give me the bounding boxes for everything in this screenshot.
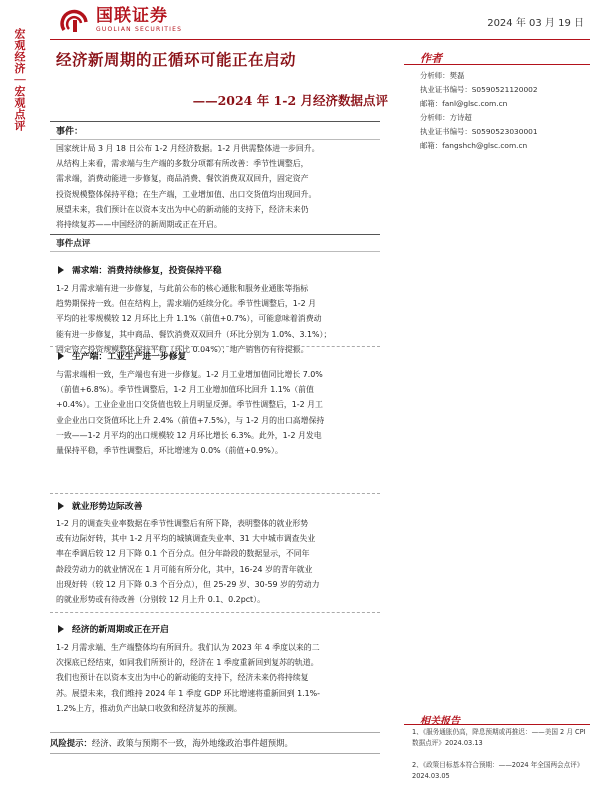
logo-mark-icon xyxy=(60,6,90,34)
analyst-name: 分析师：方诗超 xyxy=(420,113,472,122)
section-divider xyxy=(50,346,380,347)
section-line: 的就业形势或有待改善（分别较 12 月上升 0.1、0.2pct）。 xyxy=(56,595,265,605)
section-line: 量保持平稳，季节性调整后，环比增速为 0.0%（前值+0.9%）。 xyxy=(56,446,283,456)
logo-chinese-name: 国联证券 xyxy=(96,5,168,26)
section-line: 业企业出口交货值环比上升 2.4%（前值+7.5%），与 1-2 月的出口高增保持 xyxy=(56,415,325,425)
event-line: 国家统计局 3 月 18 日公布 1-2 月经济数据。1-2 月供需整体进一步回升。 xyxy=(56,144,320,153)
related-reports-divider xyxy=(404,724,590,725)
section-outlook-heading xyxy=(58,622,169,635)
section-divider xyxy=(50,612,380,613)
section-line: （前值+6.8%）。季节性调整后，1-2 月工业增加值环比回升 1.1%（前值 xyxy=(56,385,314,395)
related-report-item[interactable]: 2、《政策目标基本符合预期：——2024 年全国两会点评》2024.03.05 xyxy=(412,761,584,780)
event-heading: 事件： xyxy=(50,121,380,140)
report-header xyxy=(50,0,590,40)
section-line: 出现好转（较 12 月下降 0.3 个百分点），但 25-29 岁、30-59 岁的劳动力 xyxy=(56,579,320,589)
section-line: 1.2%上方，推动负产出缺口收敛和经济复苏的预测。 xyxy=(56,703,242,713)
section-production-title: 生产端：工业生产进一步修复 xyxy=(72,352,187,362)
arrow-right-icon xyxy=(58,352,64,360)
section-demand-title: 需求端：消费持续修复，投资保持平稳 xyxy=(72,266,222,276)
company-logo xyxy=(60,4,182,36)
arrow-right-icon xyxy=(58,502,64,510)
event-paragraph xyxy=(56,141,378,232)
analyst-license: 执业证书编号：S0590521120002 xyxy=(420,85,538,94)
section-line: 1-2 月的调查失业率数据在季节性调整后有所下降，表明整体的就业形势 xyxy=(56,519,309,528)
category-vertical-label: 宏观经济｜宏观点评 xyxy=(13,28,26,132)
risk-warning xyxy=(50,732,380,754)
event-line: 展望未来，我们预计在以资本支出为中心的新动能的支持下，经济未来仍 xyxy=(56,204,309,214)
risk-text: 经济、政策与预期不一致，海外地缘政治事件超预期。 xyxy=(91,738,293,748)
section-line: 平均的社零规模较 12 月环比上升 1.1%（前值+0.7%），可能意味着消费动 xyxy=(56,314,322,324)
section-employment-heading xyxy=(58,499,142,512)
arrow-right-icon xyxy=(58,266,64,274)
section-line: 固定资产投资规模整体保持平稳（环比 0.04%）；地产销售仍有待提振。 xyxy=(56,344,309,354)
section-line: 能有进一步修复，其中商品、餐饮消费双双回升（环比分别为 1.0%、3.1%）； xyxy=(56,329,332,339)
section-line: 趋势期保持一致。但在结构上，需求端仍延续分化。季节性调整后，1-2 月 xyxy=(56,299,317,309)
section-line: 与需求端相一致，生产端也有进一步修复。1-2 月工业增加值同比增长 7.0% xyxy=(56,370,323,379)
authors-title: 作者 xyxy=(420,52,442,65)
event-line: 将持续复苏——中国经济的新周期或正在开启。 xyxy=(56,220,222,230)
section-employment-paragraph xyxy=(56,516,378,607)
section-line: 或有边际好转，其中 1-2 月平均的城镇调查失业率、31 大中城市调查失业 xyxy=(56,534,316,544)
commentary-heading: 事件点评 xyxy=(50,234,380,252)
section-line: 率在季调后较 12 月下降 0.1 个百分点。但分年龄段的数据显示，不同年 xyxy=(56,549,310,559)
event-line: 需求端，消费动能进一步修复，商品消费、餐饮消费双双回升，固定资产 xyxy=(56,174,309,184)
event-line: 投资规模整体保持平稳；在生产端，工业增加值、出口交货值均出现回升。 xyxy=(56,189,317,199)
section-line: 龄段劳动力的就业情况在 1 月可能有所分化，其中，16-24 岁的青年就业 xyxy=(56,564,313,574)
related-report-item[interactable]: 1、《服务通胀仍高，降息预期或再推迟：——美国 2 月 CPI 数据点评》2024.03.13 xyxy=(412,728,586,747)
report-date: 2024 年 03 月 19 日 xyxy=(487,18,584,29)
report-subtitle: ——2024 年 1-2 月经济数据点评 xyxy=(192,93,388,108)
section-line: 我们也预计在以资本支出为中心的新动能的支持下，经济未来仍将持续复 xyxy=(56,673,309,683)
authors-divider xyxy=(404,64,590,65)
risk-label: 风险提示： xyxy=(50,738,92,748)
analyst-email[interactable]: 邮箱：fangshch@glsc.com.cn xyxy=(420,141,528,150)
section-line: +0.4%）。工业企业出口交货值也较上月明显反弹。季节性调整后，1-2 月工 xyxy=(56,400,323,410)
analyst-name: 分析师：樊磊 xyxy=(420,71,465,80)
section-production-heading xyxy=(58,349,186,362)
section-outlook-title: 经济的新周期或正在开启 xyxy=(72,625,169,635)
logo-english-name: GUOLIAN SECURITIES xyxy=(96,25,183,33)
arrow-right-icon xyxy=(58,625,64,633)
section-demand-heading xyxy=(58,263,222,276)
related-reports-title: 相关报告 xyxy=(420,716,460,727)
section-divider xyxy=(50,493,380,494)
section-outlook-paragraph xyxy=(56,640,378,716)
section-line: 次探底已经结束，如同我们所预计的，经济在 1 季度重新回到复苏的轨道。 xyxy=(56,658,319,668)
section-line: 一致——1-2 月平均的出口规模较 12 月环比增长 6.3%。此外，1-2 月发电 xyxy=(56,430,322,440)
section-production-paragraph xyxy=(56,367,378,458)
analyst-license: 执业证书编号：S0590523030001 xyxy=(420,127,538,136)
section-employment-title: 就业形势边际改善 xyxy=(72,502,143,512)
section-line: 苏。展望未来，我们维持 2024 年 1 季度 GDP 环比增速将重新回到 1.1%- xyxy=(56,688,320,698)
section-line: 1-2 月需求端、生产端整体均有所回升。我们认为 2023 年 4 季度以来的二 xyxy=(56,643,320,652)
section-line: 1-2 月需求端有进一步修复，与此前公布的核心通胀和服务业通胀等指标 xyxy=(56,284,309,293)
event-line: 从结构上来看，需求端与生产端的多数分项都有所改善：季节性调整后， xyxy=(56,159,309,169)
report-title: 经济新周期的正循环可能正在启动 xyxy=(56,50,297,69)
analyst-email[interactable]: 邮箱：fanl@glsc.com.cn xyxy=(420,99,508,108)
